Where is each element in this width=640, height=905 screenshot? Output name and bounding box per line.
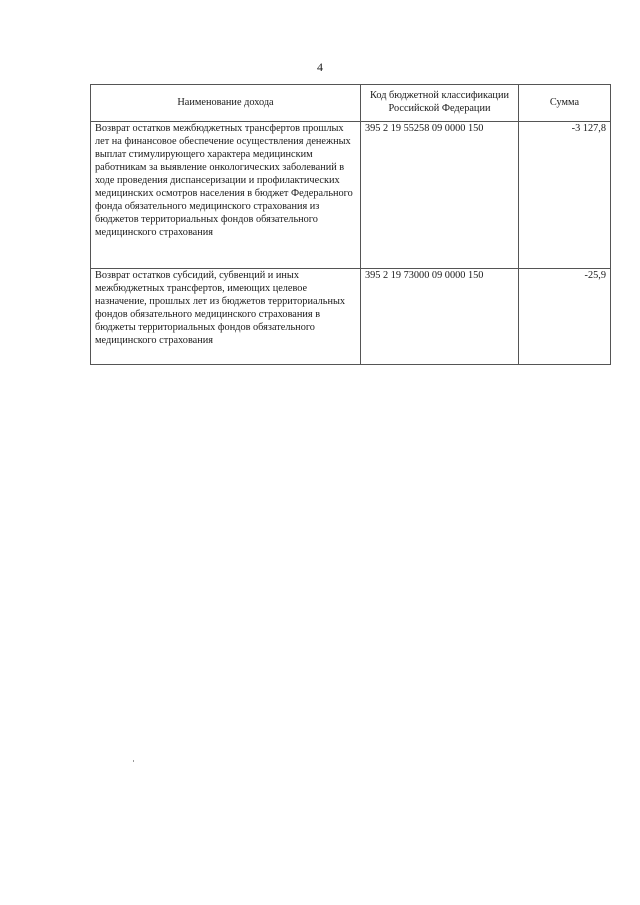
income-name-cell: Возврат остатков межбюджетных трансфертов прошлых лет на финансовое обеспечение осуществления денежных выплат стимулирующего характера медицинским работникам за выявление онкологических заболеваний в ходе проведения диспансеризации и профилактических медицинских осмотров населения в бюджет Федерального фонда обязательного медицинского страхования из бюджетов территориальных фондов обязательного медицинского страхования (91, 122, 361, 269)
header-income-name: Наименование дохода (91, 85, 361, 122)
sum-cell: -25,9 (519, 269, 611, 365)
sum-cell: -3 127,8 (519, 122, 611, 269)
header-budget-code: Код бюджетной классификации Российской Федерации (361, 85, 519, 122)
income-name-cell: Возврат остатков субсидий, субвенций и иных межбюджетных трансфертов, имеющих целевое назначение, прошлых лет из бюджетов территориальных фондов обязательного медицинского страхования в бюджеты территориальных фондов обязательного медицинского страхования (91, 269, 361, 365)
budget-code-cell: 395 2 19 55258 09 0000 150 (361, 122, 519, 269)
budget-code-cell: 395 2 19 73000 09 0000 150 (361, 269, 519, 365)
table-header-row (91, 85, 611, 122)
header-sum: Сумма (519, 85, 611, 122)
table-row (91, 122, 611, 269)
page-number: 4 (317, 60, 323, 74)
scan-speck (133, 760, 134, 762)
table-row (91, 269, 611, 365)
income-table (90, 84, 611, 365)
